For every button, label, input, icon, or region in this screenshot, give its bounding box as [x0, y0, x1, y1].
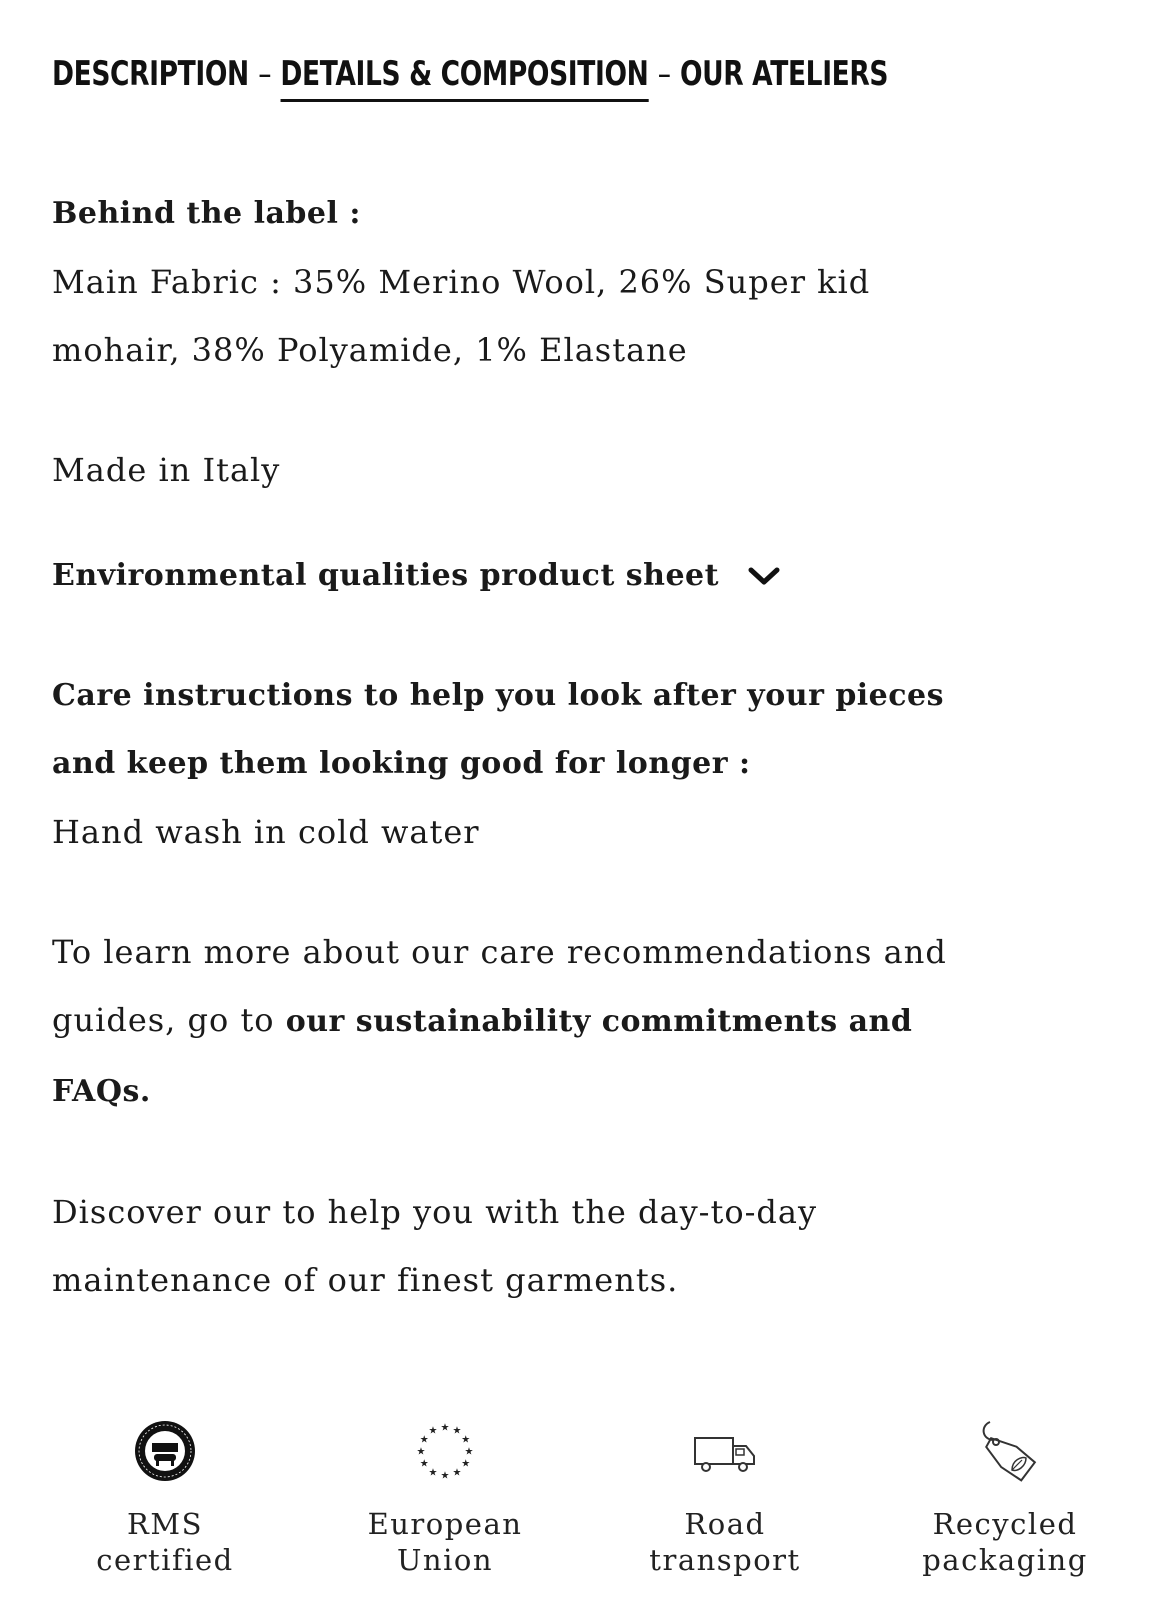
- european-union-icon: [412, 1418, 478, 1484]
- env-sheet-toggle[interactable]: [52, 542, 1122, 610]
- learn-more-text: [52, 1056, 1122, 1126]
- eu-star-icon: ★: [428, 1467, 438, 1479]
- care-instruction: Hand wash in cold water: [52, 813, 480, 851]
- details-panel: [52, 180, 1122, 1314]
- faqs-link[interactable]: FAQs.: [52, 1074, 151, 1109]
- badge-label: European Union: [367, 1507, 523, 1577]
- badge-road: [590, 1418, 860, 1578]
- eu-star-icon: ★: [419, 1458, 429, 1470]
- tab-separator: –: [657, 54, 671, 94]
- tab-separator: –: [258, 54, 272, 94]
- tab-description[interactable]: DESCRIPTION: [52, 54, 249, 94]
- eu-star-icon: ★: [461, 1434, 471, 1446]
- chevron-down-icon[interactable]: [747, 565, 781, 587]
- certification-badges: [30, 1418, 1140, 1578]
- made-in-text: Made in Italy: [52, 451, 281, 489]
- care-heading: and keep them looking good for longer :: [52, 746, 751, 781]
- road-transport-icon: [692, 1418, 758, 1484]
- badge-rms: [30, 1418, 300, 1578]
- tab-bar: [52, 46, 888, 102]
- badge-label: Recycled packaging: [922, 1507, 1088, 1577]
- care-heading: Care instructions to help you look after your pieces: [52, 678, 945, 713]
- learn-more-prefix: guides, go to: [52, 1001, 286, 1039]
- eu-star-icon: ★: [416, 1446, 426, 1458]
- eu-star-icon: ★: [428, 1425, 438, 1437]
- discover-text: maintenance of our finest garments.: [52, 1261, 679, 1299]
- sustainability-link[interactable]: our sustainability commitments and: [285, 1004, 913, 1039]
- eu-star-icon: ★: [440, 1422, 450, 1434]
- env-sheet-label: Environmental qualities product sheet: [52, 558, 719, 593]
- tab-details-composition[interactable]: DETAILS & COMPOSITION: [280, 49, 648, 102]
- rms-certified-icon: [132, 1418, 198, 1484]
- badge-eu: [310, 1418, 580, 1578]
- eu-star-icon: ★: [419, 1434, 429, 1446]
- eu-star-icon: ★: [461, 1458, 471, 1470]
- badge-label: Road transport: [649, 1507, 801, 1577]
- tab-our-ateliers[interactable]: OUR ATELIERS: [680, 54, 889, 94]
- behind-label-heading: Behind the label :: [52, 196, 361, 231]
- fabric-composition-line: Main Fabric : 35% Merino Wool, 26% Super kid: [52, 263, 871, 301]
- discover-text: Discover our to help you with the day-to-day: [52, 1193, 818, 1231]
- badge-recycled: [870, 1418, 1140, 1578]
- recycled-packaging-icon: [972, 1418, 1038, 1484]
- learn-more-text: [52, 986, 1122, 1056]
- eu-star-icon: ★: [452, 1425, 462, 1437]
- eu-star-icon: ★: [440, 1470, 450, 1482]
- eu-star-icon: ★: [452, 1467, 462, 1479]
- learn-more-text: To learn more about our care recommendations and: [52, 933, 947, 971]
- eu-star-icon: ★: [464, 1446, 474, 1458]
- fabric-composition-line: mohair, 38% Polyamide, 1% Elastane: [52, 331, 688, 369]
- badge-label: RMS certified: [96, 1507, 234, 1577]
